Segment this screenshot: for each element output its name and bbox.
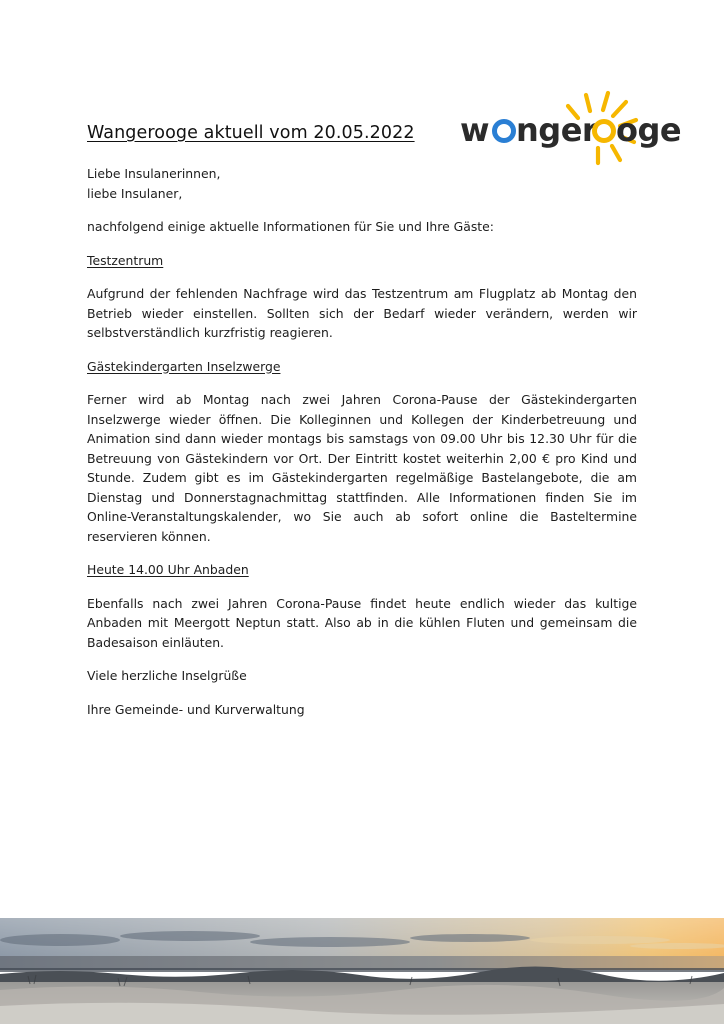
letter-body xyxy=(87,164,637,733)
signature-text: Ihre Gemeinde- und Kurverwaltung xyxy=(87,701,305,717)
sun-logo-icon xyxy=(458,90,682,165)
wangerooge-logo xyxy=(458,90,682,165)
svg-text:oge: oge xyxy=(616,111,682,149)
intro-text: nachfolgend einige aktuelle Informationen für Sie und Ihre Gäste: xyxy=(87,219,494,234)
document-title: Wangerooge aktuell vom 20.05.2022 xyxy=(87,123,415,143)
beach-landscape-image xyxy=(0,918,724,1024)
section-heading-kindergarten: Gästekindergarten Inselzwerge xyxy=(87,358,281,374)
beach-sunset-banner xyxy=(0,918,724,1024)
svg-text:w: w xyxy=(460,111,490,149)
closing-text: Viele herzliche Inselgrüße xyxy=(87,668,247,683)
section-body-kindergarten: Ferner wird ab Montag nach zwei Jahren Corona-Pause der Gästekindergarten Inselzwerge wieder öffnen. Die Kolleginnen und Kollegen der Kinderbetreuung und Animation sind dann wieder montags bis samstags von 09.00 Uhr bis 12.30 Uhr für die Betreuung von Gästekindern vor Ort. Der Eintritt kostet weiterhin 2,00 € pro Kind und Stunde. Zudem gibt es im Gästekindergarten regelmäßige Bastelangebote, die am Dienstag und Donnerstagnachmittag stattfinden. Alle Informationen finden Sie im Online-Veranstaltungskalender, wo Sie auch ab sofort online die Basteltermine reservieren können. xyxy=(87,392,637,544)
section-body-anbaden: Ebenfalls nach zwei Jahren Corona-Pause findet heute endlich wieder das kultige Anbaden mit Meergott Neptun statt. Also ab in die kühlen Fluten und gemeinsam die Badesaison einläuten. xyxy=(87,595,637,650)
svg-text:nger: nger xyxy=(516,111,598,149)
section-body-testzentrum: Aufgrund der fehlenden Nachfrage wird das Testzentrum am Flugplatz ab Montag den Betrieb wieder einstellen. Sollten sich der Bedarf wieder verändern, werden wir selbstverständlich kurzfristig reagieren. xyxy=(87,286,637,340)
section-heading-anbaden: Heute 14.00 Uhr Anbaden xyxy=(87,562,249,577)
greeting-line-1: Liebe Insulanerinnen, xyxy=(87,166,221,181)
greeting xyxy=(87,164,637,203)
section-heading-testzentrum: Testzentrum xyxy=(87,252,164,268)
greeting-line-2: liebe Insulaner, xyxy=(87,185,183,201)
